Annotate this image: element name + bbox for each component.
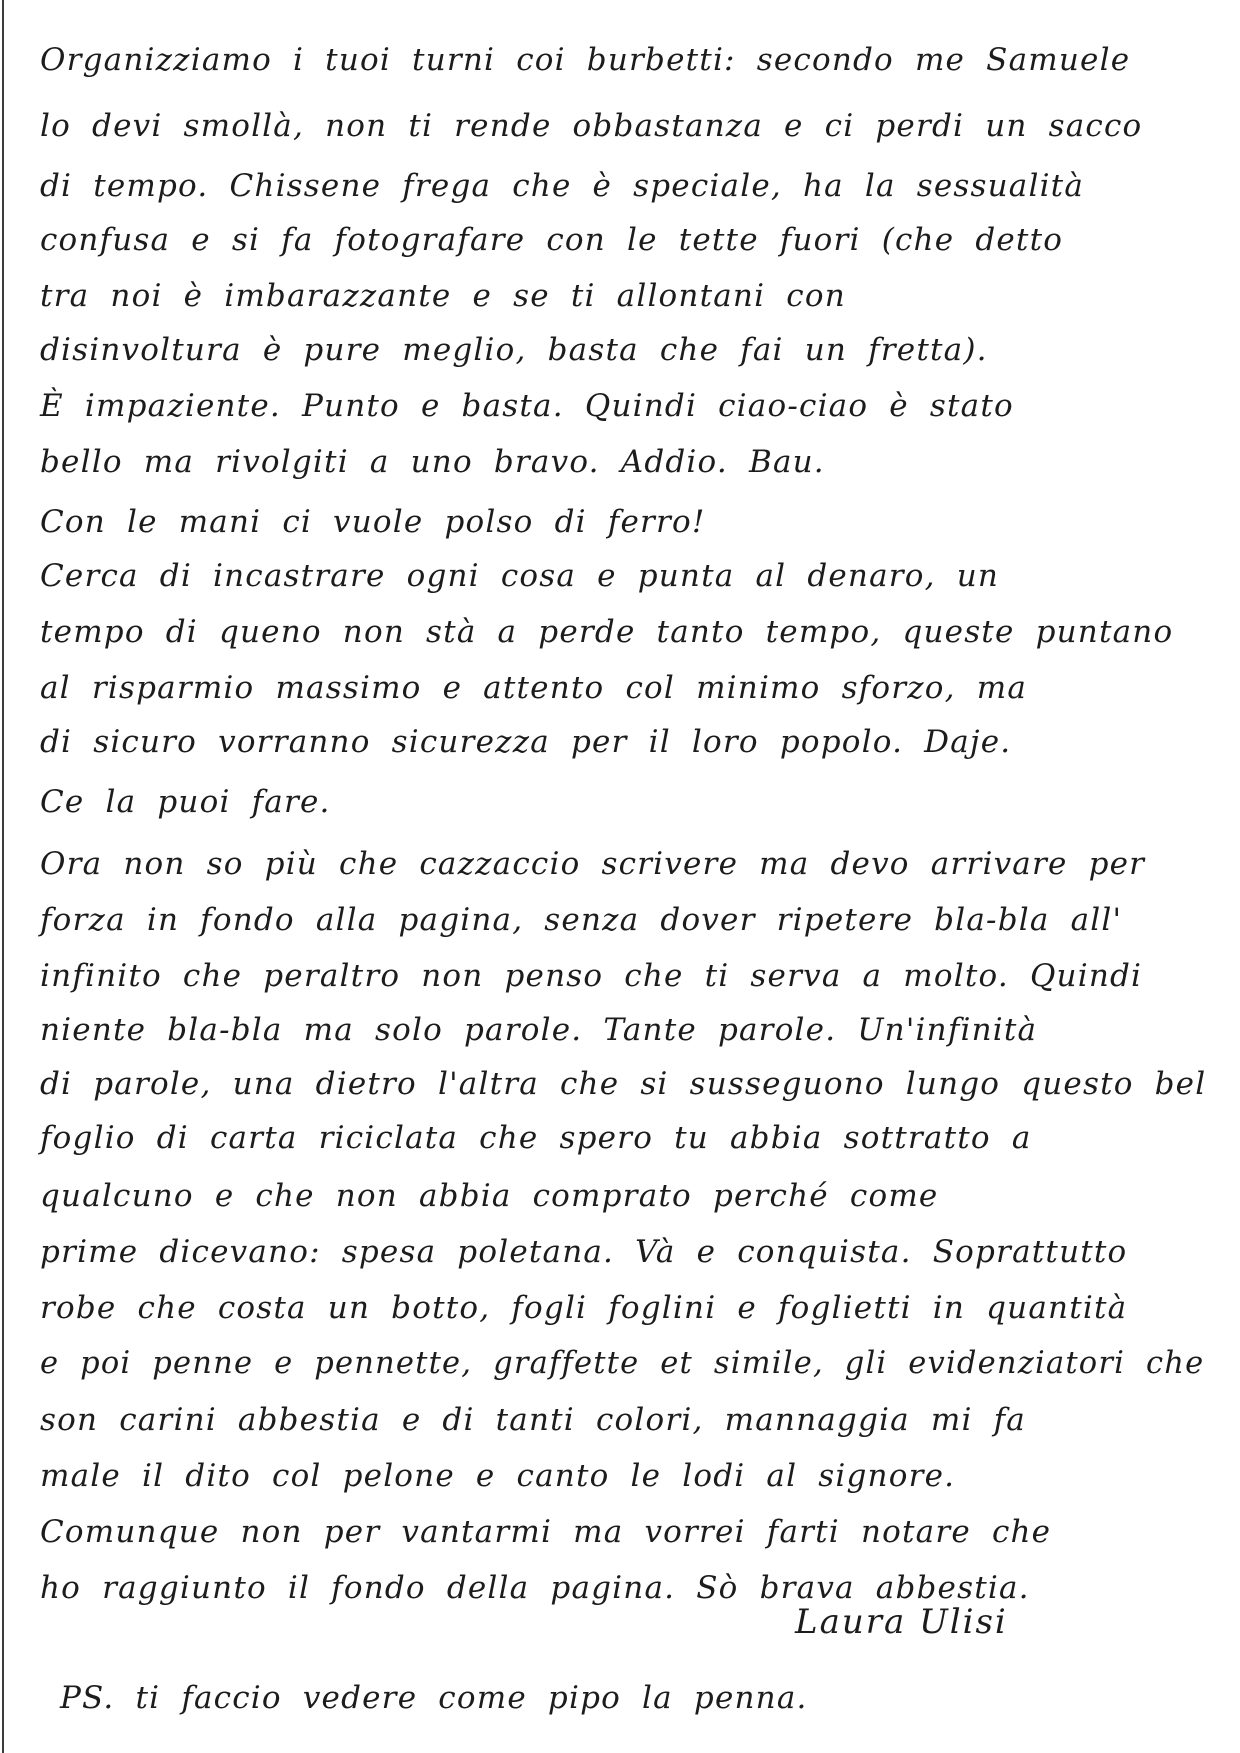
letter-line-25: son carini abbestia e di tanti colori, mannaggia mi fa <box>40 1402 1026 1438</box>
letter-line-2: lo devi smollà, non ti rende obbastanza e ci perdi un sacco <box>40 108 1143 144</box>
letter-line-19: di parole, una dietro l'altra che si susseguono lungo questo bel <box>40 1066 1207 1102</box>
letter-line-1: Organizziamo i tuoi turni coi burbetti: secondo me Samuele <box>40 42 1131 78</box>
letter-line-16: forza in fondo alla pagina, senza dover ripetere bla-bla all' <box>40 902 1123 938</box>
letter-line-21: qualcuno e che non abbia comprato perché come <box>40 1178 939 1214</box>
letter-line-17: infinito che peraltro non penso che ti serva a molto. Quindi <box>40 958 1143 994</box>
postscript-line: PS. ti faccio vedere come pipo la penna. <box>60 1680 808 1716</box>
letter-line-13: di sicuro vorranno sicurezza per il loro popolo. Daje. <box>40 724 1012 760</box>
letter-line-5: tra noi è imbarazzante e se ti allontani con <box>40 278 846 314</box>
letter-line-11: tempo di queno non stà a perde tanto tempo, queste puntano <box>40 614 1174 650</box>
letter-line-10: Cerca di incastrare ogni cosa e punta al denaro, un <box>40 558 1000 594</box>
letter-line-26: male il dito col pelone e canto le lodi al signore. <box>40 1458 956 1494</box>
letter-line-22: prime dicevano: spesa poletana. Và e conquista. Soprattutto <box>40 1234 1128 1270</box>
letter-line-4: confusa e si fa fotografare con le tette fuori (che detto <box>40 222 1064 258</box>
letter-line-7: È impaziente. Punto e basta. Quindi ciao-ciao è stato <box>40 388 1014 424</box>
letter-line-23: robe che costa un botto, fogli foglini e foglietti in quantità <box>40 1290 1128 1326</box>
letter-line-27: Comunque non per vantarmi ma vorrei farti notare che <box>40 1514 1052 1550</box>
author-signature: Laura Ulisi <box>795 1602 1008 1642</box>
letter-line-12: al risparmio massimo e attento col minimo sforzo, ma <box>40 670 1028 706</box>
letter-line-9: Con le mani ci vuole polso di ferro! <box>40 504 706 540</box>
letter-line-15: Ora non so più che cazzaccio scrivere ma devo arrivare per <box>40 846 1146 882</box>
letter-line-6: disinvoltura è pure meglio, basta che fai un fretta). <box>40 332 988 368</box>
letter-line-8: bello ma rivolgiti a uno bravo. Addio. Bau. <box>40 444 825 480</box>
letter-line-14: Ce la puoi fare. <box>40 784 331 820</box>
letter-line-28: ho raggiunto il fondo della pagina. Sò brava abbestia. <box>40 1570 1030 1606</box>
page-left-edge-line <box>2 0 4 1753</box>
letter-line-20: foglio di carta riciclata che spero tu abbia sottratto a <box>40 1120 1032 1156</box>
letter-line-24: e poi penne e pennette, graffette et simile, gli evidenziatori che <box>40 1346 1205 1381</box>
letter-line-3: di tempo. Chissene frega che è speciale, ha la sessualità <box>40 168 1085 204</box>
letter-line-18: niente bla-bla ma solo parole. Tante parole. Un'infinità <box>40 1012 1038 1048</box>
